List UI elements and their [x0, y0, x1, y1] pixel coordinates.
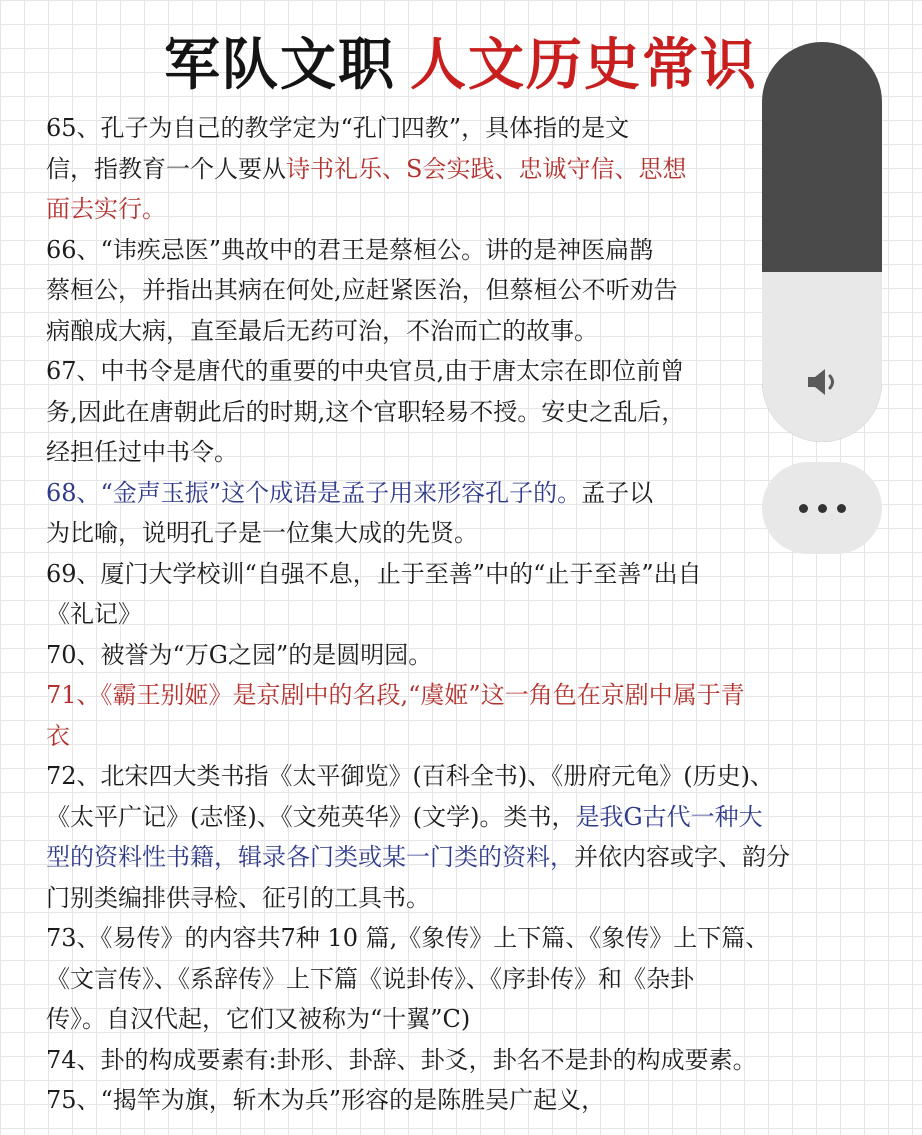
text-segment: 面去实行。: [46, 195, 166, 223]
more-options-button[interactable]: [762, 462, 882, 554]
title-black: 军队文职: [164, 33, 396, 98]
text-line: [46, 594, 882, 635]
text-line: [46, 473, 882, 514]
text-segment: 71、《霸王别姬》是京剧中的名段,“虞姬”这一角色在京剧中属于青: [46, 681, 745, 709]
text-segment: 诗书礼乐、S会实践、忠诚守信、思想: [286, 154, 687, 183]
text-line: [46, 432, 882, 473]
text-segment: 衣: [46, 721, 70, 750]
text-line: [46, 716, 882, 757]
text-segment: 门别类编排供寻检、征引的工具书。: [46, 883, 430, 912]
text-segment: 70、被誉为“万G之园”的是圆明园。: [46, 640, 433, 669]
text-line: [46, 149, 882, 190]
text-segment: 《太平广记》(志怪)、《文苑英华》(文学)。类书，: [46, 802, 576, 831]
text-segment: 65、孔子为自己的教学定为“孔门四教”，具体指的是文: [46, 114, 630, 142]
text-line: [46, 635, 882, 676]
text-line: [46, 878, 882, 919]
text-line: [46, 797, 882, 838]
text-line: [46, 108, 882, 149]
text-segment: 为比喻，说明孔子是一位集大成的先贤。: [46, 519, 478, 547]
text-segment: 69、厦门大学校训“自强不息，止于至善”中的“止于至善”出自: [46, 559, 702, 588]
volume-level-fill: [762, 272, 882, 442]
text-line: [46, 351, 882, 392]
text-segment: 《文言传》、《系辞传》上下篇《说卦传》、《序卦传》和《杂卦: [46, 964, 694, 993]
text-segment: 67、中书令是唐代的重要的中央官员,由于唐太宗在即位前曾: [46, 357, 685, 385]
text-segment: 孟子以: [581, 478, 654, 507]
text-line: [46, 311, 882, 352]
text-line: [46, 756, 882, 797]
article-body: [46, 108, 882, 1121]
speaker-icon[interactable]: [802, 362, 842, 402]
text-segment: 病酿成大病，直至最后无药可治，不治而亡的故事。: [46, 316, 598, 345]
text-line: [46, 999, 882, 1040]
text-segment: 是我G古代一种大: [575, 802, 763, 831]
text-segment: 型的资料性书籍，辑录各门类或某一门类的资料，: [46, 843, 574, 871]
text-line: [46, 270, 882, 311]
text-segment: 73、《易传》的内容共7种 10 篇,《象传》上下篇、《象传》上下篇、: [46, 924, 770, 952]
volume-slider[interactable]: [762, 42, 882, 442]
text-line: [46, 554, 882, 595]
text-segment: 务,因此在唐朝此后的时期,这个官职轻易不授。安史之乱后，: [46, 397, 686, 426]
text-line: [46, 392, 882, 433]
text-line: [46, 675, 882, 716]
text-line: [46, 1080, 882, 1121]
text-line: [46, 189, 882, 230]
text-segment: 并依内容或字、韵分: [574, 843, 790, 871]
text-segment: 传》。自汉代起，它们又被称为“十翼”C): [46, 1005, 471, 1033]
text-segment: 66、“讳疾忌医”典故中的君王是蔡桓公。讲的是神医扁鹊: [46, 235, 654, 264]
title-red: 人文历史常识: [410, 33, 758, 98]
text-line: [46, 513, 882, 554]
text-segment: 74、卦的构成要素有:卦形、卦辞、卦爻，卦名不是卦的构成要素。: [46, 1045, 757, 1074]
text-segment: 蔡桓公，并指出其病在何处,应赶紧医治，但蔡桓公不听劝告: [46, 276, 678, 304]
text-segment: 信，指教育一个人要从: [46, 154, 286, 183]
more-icon: [794, 504, 851, 513]
text-line: [46, 918, 882, 959]
text-segment: 72、北宋四大类书指《太平御览》(百科全书)、《册府元龟》(历史)、: [46, 762, 774, 790]
text-line: [46, 959, 882, 1000]
text-line: [46, 1040, 882, 1081]
text-segment: 《礼记》: [46, 600, 142, 628]
text-segment: 经担任过中书令。: [46, 438, 238, 466]
text-segment: 68、“金声玉振”这个成语是孟子用来形容孔子的。: [46, 478, 582, 507]
text-line: [46, 837, 882, 878]
text-line: [46, 230, 882, 271]
text-segment: 75、“揭竿为旗，斩木为兵”形容的是陈胜吴广起义，: [46, 1086, 606, 1114]
